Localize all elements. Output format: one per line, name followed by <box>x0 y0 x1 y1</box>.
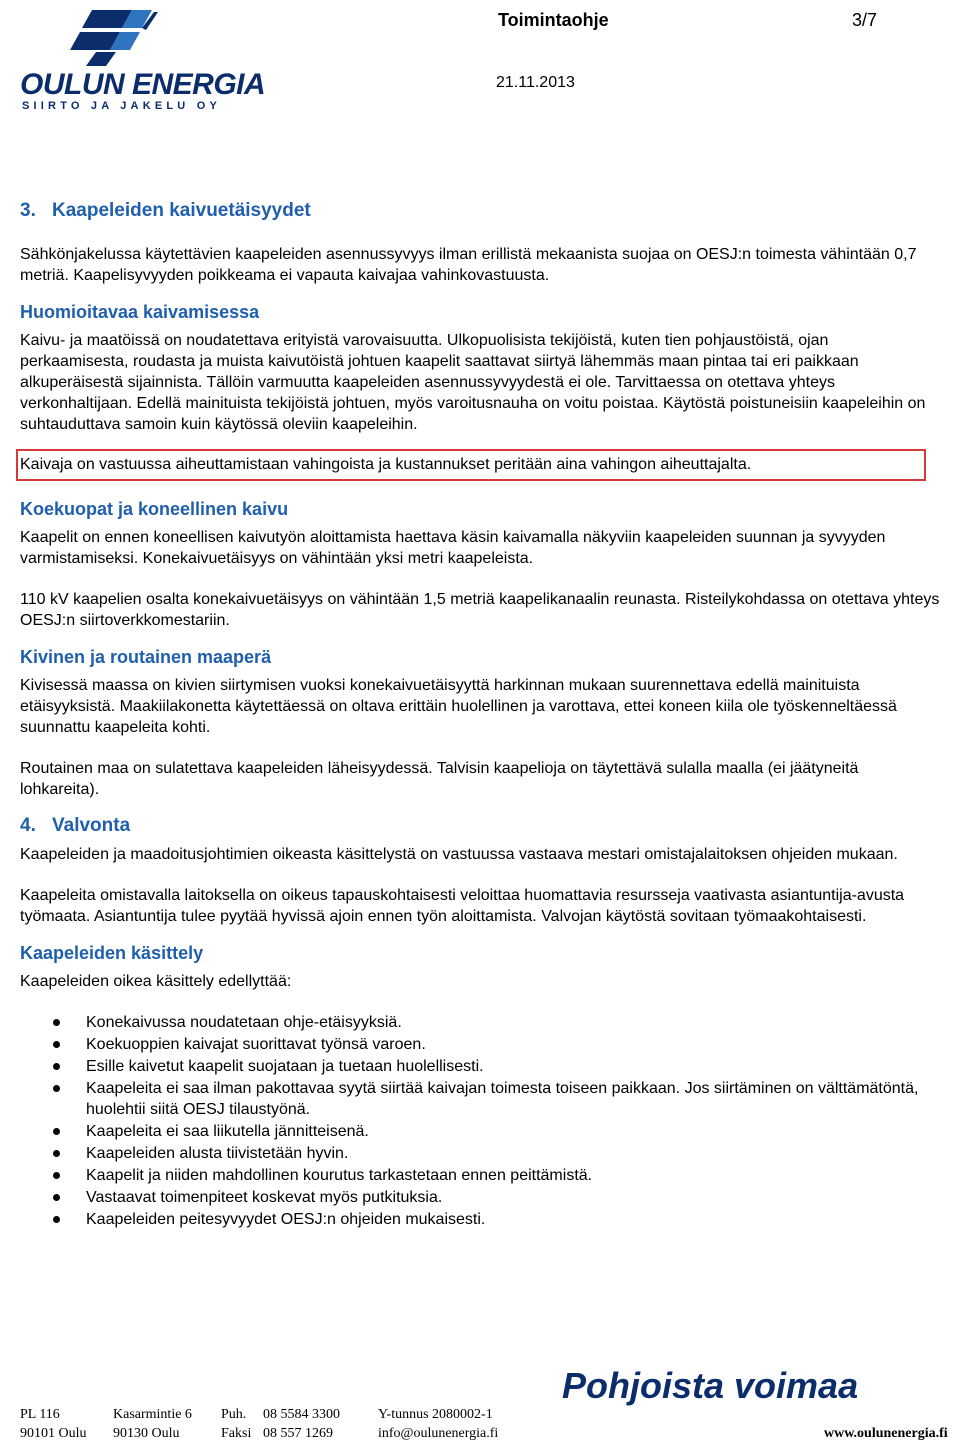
footer-po-box: PL 116 90101 Oulu <box>20 1407 87 1441</box>
page-number: 3/7 <box>852 10 878 30</box>
document-title: Toimintaohje <box>498 10 609 30</box>
kasittely-intro: Kaapeleiden oikea käsittely edellyttää: <box>20 973 292 990</box>
section-4-number: 4. <box>20 815 36 836</box>
logo-mark-icon <box>20 6 230 68</box>
highlight-notice: Kaivaja on vastuussa aiheuttamistaan vahingoista ja kustannukset peritään aina vahingon aiheuttajalta. <box>16 449 926 481</box>
bullet-icon <box>53 1041 60 1048</box>
document-body <box>20 198 940 1231</box>
koekuopat-heading: Koekuopat ja koneellinen kaivu <box>20 499 289 519</box>
slogan-graphic <box>560 1364 960 1408</box>
list-item: Kaapelit ja niiden mahdollinen kourutus tarkastetaan ennen peittämistä. <box>20 1165 940 1186</box>
section-4-paragraph-1: Kaapeleiden ja maadoitusjohtimien oikeasta käsittelystä on vastuussa vastaava mestari omistajalaitoksen ohjeiden mukaan. <box>20 846 898 863</box>
bullet-icon <box>53 1216 60 1223</box>
section-3-number: 3. <box>20 200 36 221</box>
list-item: Kaapeleiden alusta tiivistetään hyvin. <box>20 1143 940 1164</box>
bullet-icon <box>53 1085 60 1092</box>
list-item: Vastaavat toimenpiteet koskevat myös putkituksia. <box>20 1187 940 1208</box>
section-4-heading <box>20 814 940 838</box>
logo-name: OULUN ENERGIA <box>20 68 266 101</box>
logo-subtitle: SIIRTO JA JAKELU OY <box>22 100 221 112</box>
kivinen-paragraph-1: Kivisessä maassa on kivien siirtymisen vuoksi konekaivuetäisyyttä harkinnan mukaan suurennettava edellä mainituista etäisyyksistä. Maakiilakonetta käytettäessä on oltava erittäin huolellinen ja varottava, ettei koneen kiila ole työskenneltäessä suunnattu kaapeleita kohti. <box>20 677 897 736</box>
bullet-icon <box>53 1194 60 1201</box>
document-date: 21.11.2013 <box>496 74 575 91</box>
footer-phone-numbers: 08 5584 3300 08 557 1269 <box>263 1407 340 1441</box>
kasittely-list <box>20 1012 940 1230</box>
brand-slogan <box>560 1364 960 1408</box>
section-3-title: Kaapeleiden kaivuetäisyydet <box>52 200 311 221</box>
kivinen-paragraph-2: Routainen maa on sulatettava kaapeleiden läheisyydessä. Talvisin kaapelioja on täytettävä sulalla maalla (ei jäätyneitä lohkareita). <box>20 760 859 798</box>
bullet-icon <box>53 1019 60 1026</box>
footer-street-address: Kasarmintie 6 90130 Oulu <box>113 1407 192 1441</box>
huomioitavaa-heading: Huomioitavaa kaivamisessa <box>20 302 260 322</box>
koekuopat-paragraph-1: Kaapelit on ennen koneellisen kaivutyön aloittamista haettava käsin kaivamalla näkyviin kaapeleiden suunnan ja syvyyden varmistamiseksi. Konekaivuetäisyys on vähintään yksi metri kaapeleista. <box>20 529 886 567</box>
brand-text: Pohjoista voimaa <box>562 1365 859 1406</box>
bullet-icon <box>53 1128 60 1135</box>
section-4-title: Valvonta <box>52 815 131 836</box>
kivinen-heading: Kivinen ja routainen maaperä <box>20 647 272 667</box>
huomioitavaa-paragraph: Kaivu- ja maatöissä on noudatettava erityistä varovaisuutta. Ulkopuolisista tekijöistä, kuten tien pohjaustöistä, ojan perkaamisesta, roudasta ja muista kaivutöistä johtuen kaapelit saattavat siirtyä lähemmäs maan pintaa tai eri paikkaan alkuperäisestä sijainnista. Tällöin varmuutta kaapeleiden asennussyvyydestä ei ole. Tarvittaessa on otettava yhteys verkonhaltijaan. Edellä mainituista tekijöistä johtuen, myös varoitusnauha on voitu poistaa. Käytöstä poistuneisiin kaapeleihin on suhtauduttava samoin kuin käytössä oleviin kaapeleihin. <box>20 332 926 433</box>
list-item: Kaapeleita ei saa ilman pakottavaa syytä siirtää kaivajan toimesta toiseen paikkaan. Jos siirtäminen on välttämätöntä, huolehtii siitä OESJ tilaustyönä. <box>20 1078 940 1120</box>
list-item: Koekuoppien kaivajat suorittavat työnsä varoen. <box>20 1034 940 1055</box>
kasittely-heading: Kaapeleiden käsittely <box>20 943 204 963</box>
footer-email[interactable]: info@oulunenergia.fi <box>378 1426 499 1441</box>
footer-business-id: Y-tunnus 2080002-1 info@oulunenergia.fi <box>378 1407 499 1441</box>
bullet-icon <box>53 1063 60 1070</box>
company-logo <box>20 6 266 112</box>
section-3-paragraph: Sähkönjakelussa käytettävien kaapeleiden asennussyvyys ilman erillistä mekaanista suojaa on OESJ:n toimesta vähintään 0,7 metriä. Kaapelisyvyyden poikkeama ei vapauta kaivajaa vahinkovastuusta. <box>20 246 917 284</box>
section-4-paragraph-2: Kaapeleita omistavalla laitoksella on oikeus tapauskohtaisesti veloittaa huomattavia resursseja vaativasta asiantuntija-avusta työmaata. Asiantuntija tulee pyytää hyvissä ajoin ennen työn aloittamista. Valvojan käytöstä sovitaan työmaakohtaisesti. <box>20 887 905 925</box>
bullet-icon <box>53 1172 60 1179</box>
bullet-icon <box>53 1150 60 1157</box>
section-3-heading <box>20 198 940 224</box>
list-item: Kaapeleita ei saa liikutella jännitteisenä. <box>20 1121 940 1142</box>
list-item: Konekaivussa noudatetaan ohje-etäisyyksiä. <box>20 1012 940 1033</box>
footer-website[interactable]: www.oulunenergia.fi <box>824 1426 948 1441</box>
list-item: Kaapeleiden peitesyvyydet OESJ:n ohjeiden mukaisesti. <box>20 1209 940 1230</box>
koekuopat-paragraph-2: 110 kV kaapelien osalta konekaivuetäisyys on vähintään 1,5 metriä kaapelikanaalin reunasta. Risteilykohdassa on otettava yhteys OESJ:n siirtoverkkomestariin. <box>20 591 940 629</box>
footer-phone-labels: Puh. Faksi <box>221 1407 252 1441</box>
list-item: Esille kaivetut kaapelit suojataan ja tuetaan huolellisesti. <box>20 1056 940 1077</box>
